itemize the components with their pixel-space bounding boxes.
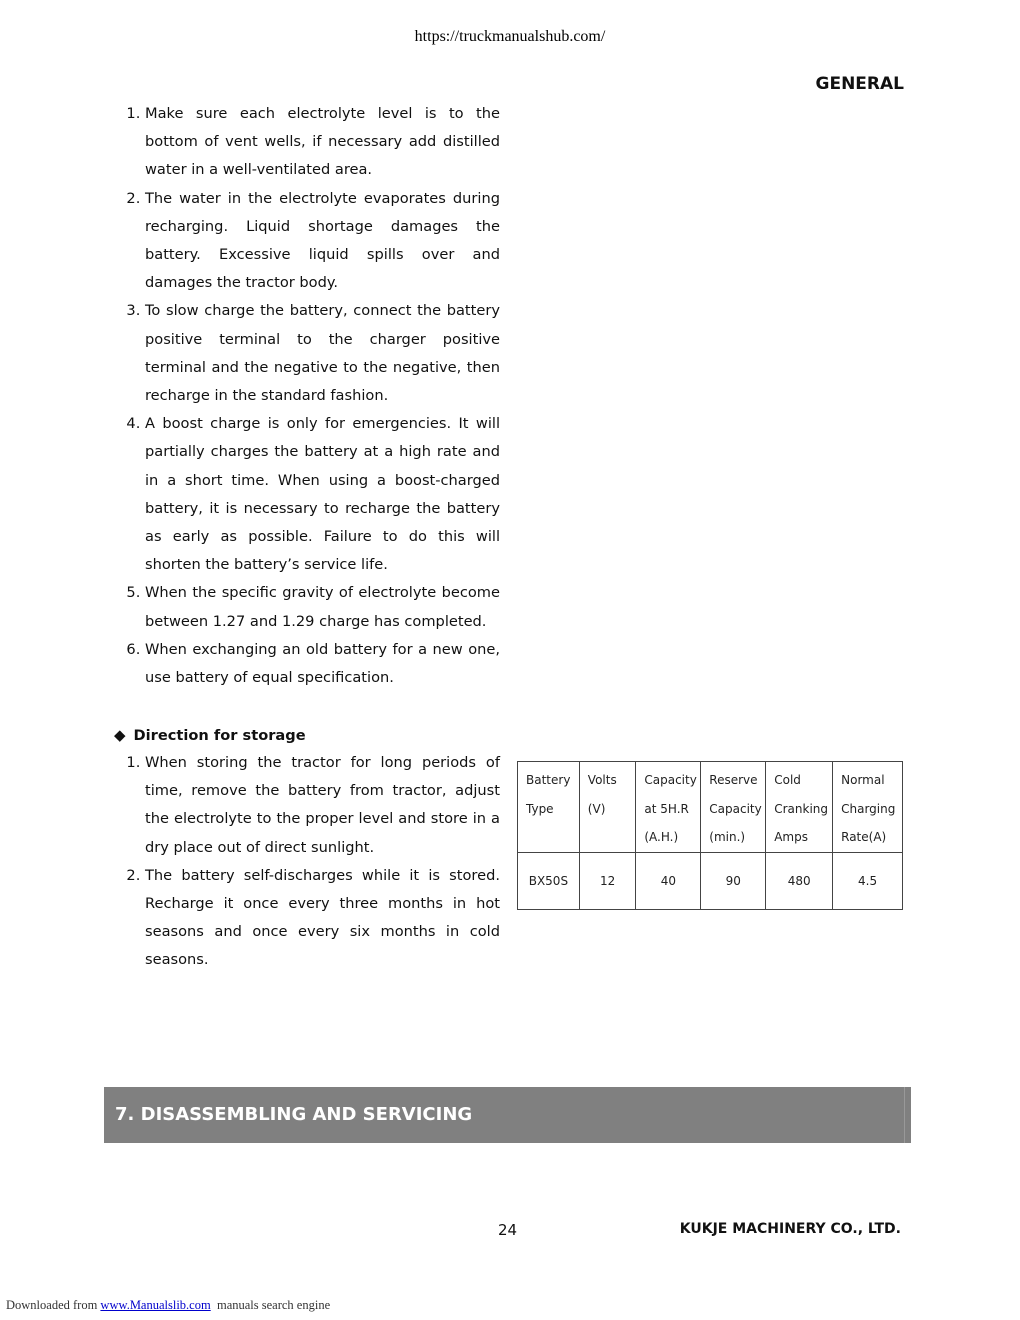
source-url: https://truckmanualshub.com/ (414, 28, 606, 45)
cell-battery-type: BX50S (518, 852, 580, 909)
list-item (118, 636, 500, 692)
header-cell: Normal Charging Rate(A) (833, 762, 903, 853)
item-number: 2. (126, 866, 141, 884)
item-text: When exchanging an old battery for a new one, use battery of equal specification. (145, 640, 500, 687)
item-number: 1. (126, 105, 141, 122)
item-number: 6. (126, 640, 141, 658)
footer-suffix: manuals search engine (216, 1298, 331, 1312)
item-number: 4. (126, 415, 141, 433)
item-number: 1. (126, 754, 141, 771)
item-number: 3. (126, 302, 141, 320)
item-number: 5. (126, 584, 141, 602)
storage-steps-list (118, 749, 500, 975)
item-number: 2. (126, 189, 141, 207)
item-text: A boost charge is only for emergencies. It will partially charges the battery at a high rate and in a short time. When using a boost-charged battery, it is necessary to recharge the battery as early as possible. Failure to do this will shorten the battery’s service life. (145, 415, 500, 574)
company-name: KUKJE MACHINERY CO., LTD. (679, 1221, 901, 1237)
battery-spec-table (517, 761, 903, 910)
manualslib-link[interactable]: www.Manualslib.com (100, 1298, 211, 1312)
item-text: The water in the electrolyte evaporates during recharging. Liquid shortage damages the battery. Excessive liquid spills over and damages the tractor body. (145, 189, 500, 292)
list-item (118, 185, 500, 298)
section-banner-title: 7. DISASSEMBLING AND SERVICING (115, 1104, 473, 1125)
header-cell: Cold Cranking Amps (766, 762, 833, 853)
section-banner (104, 1087, 911, 1143)
cell-capacity: 40 (636, 852, 701, 909)
header-cell: Volts (V) (579, 762, 636, 853)
cell-volts: 12 (579, 852, 636, 909)
list-item (118, 100, 500, 185)
header-cell: Battery Type (518, 762, 580, 853)
list-item (118, 410, 500, 579)
cell-charging-rate: 4.5 (833, 852, 903, 909)
header-cell: Capacity at 5H.R (A.H.) (636, 762, 701, 853)
storage-heading-text: Direction for storage (133, 727, 306, 744)
item-text: The battery self-discharges while it is stored. Recharge it once every three months in hot seasons and once every six months in cold seasons. (145, 866, 500, 969)
cell-cold-cranking-amps: 480 (766, 852, 833, 909)
item-text: When the specific gravity of electrolyte become between 1.27 and 1.29 charge has completed. (145, 584, 500, 630)
page-number: 24 (498, 1221, 518, 1239)
list-item (118, 579, 500, 635)
download-footer (6, 1298, 330, 1313)
item-text: To slow charge the battery, connect the battery positive terminal to the charger positive terminal and the negative to the negative, then recharge in the standard fashion. (145, 302, 500, 405)
storage-heading (114, 721, 306, 750)
diamond-bullet-icon: ◆ (114, 726, 126, 744)
footer-prefix: Downloaded from (6, 1298, 98, 1312)
table-header-row (518, 762, 903, 853)
header-cell: Reserve Capacity (min.) (701, 762, 766, 853)
list-item (118, 297, 500, 410)
list-item (118, 862, 500, 975)
cell-reserve-capacity: 90 (701, 852, 766, 909)
section-header: GENERAL (815, 74, 904, 94)
charging-steps-list (118, 100, 500, 692)
table-row (518, 852, 903, 909)
item-text: When storing the tractor for long periods of time, remove the battery from tractor, adjust the electrolyte to the proper level and store in a dry place out of direct sunlight. (145, 754, 500, 856)
item-text: Make sure each electrolyte level is to the bottom of vent wells, if necessary add distilled water in a well-ventilated area. (145, 105, 500, 179)
list-item (118, 749, 500, 862)
